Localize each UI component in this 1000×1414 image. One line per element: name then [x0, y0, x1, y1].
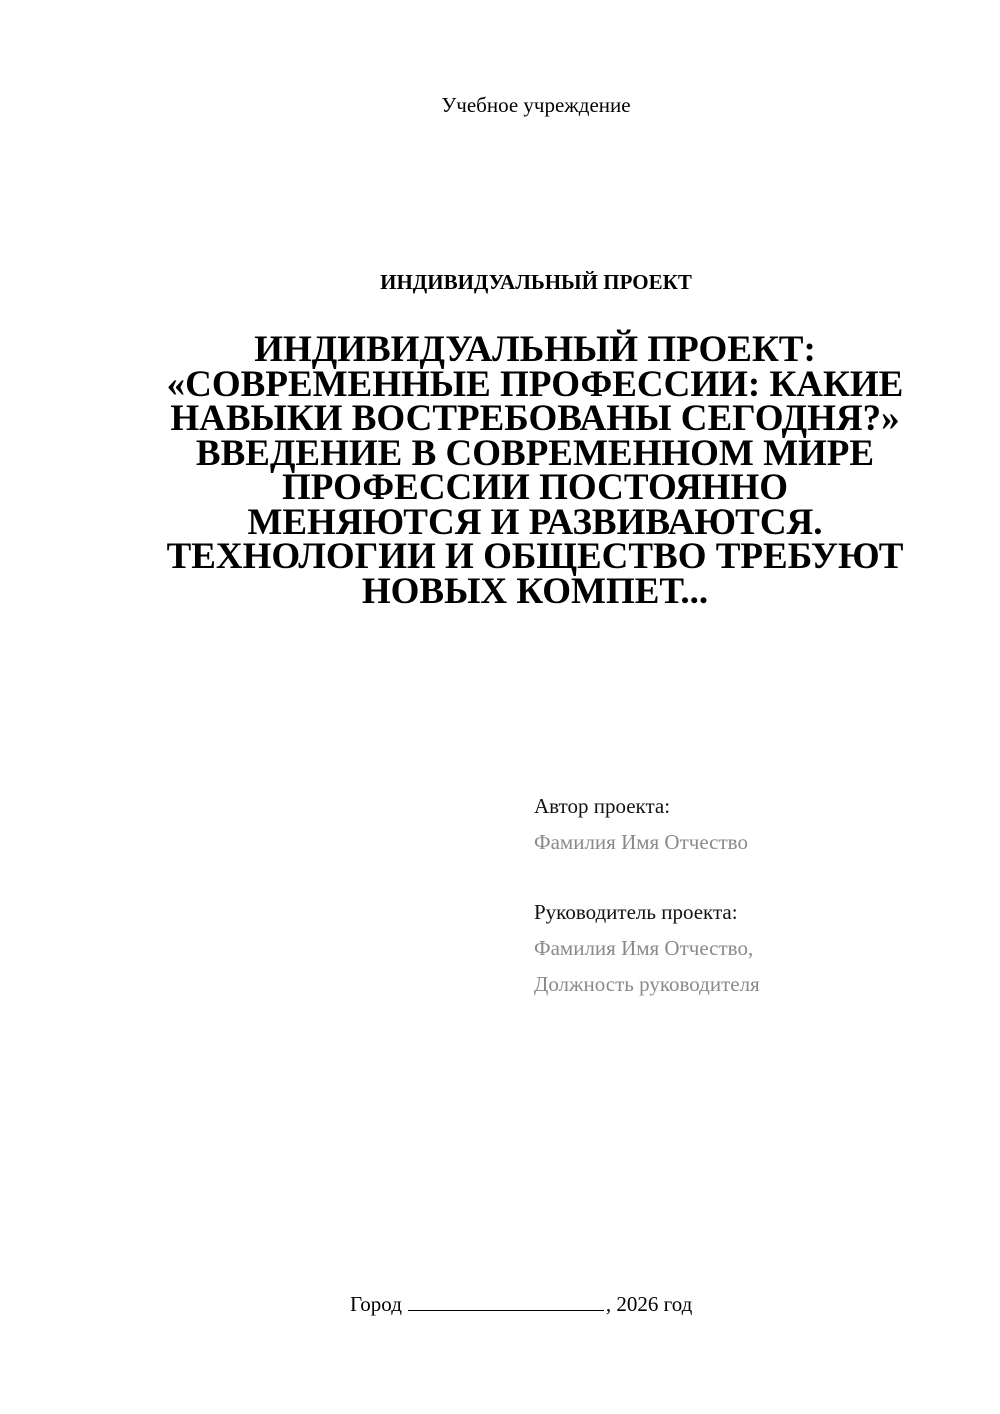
title-line: ИНДИВИДУАЛЬНЫЙ ПРОЕКТ:	[254, 329, 816, 370]
project-title	[130, 329, 940, 612]
city-blank-line	[408, 1291, 604, 1311]
title-line: ПРОФЕССИИ ПОСТОЯННО	[281, 467, 789, 508]
author-name: Фамилия Имя Отчество	[534, 830, 748, 854]
title-line: «СОВРЕМЕННЫЕ ПРОФЕССИИ: КАКИЕ	[166, 363, 904, 405]
title-line: НАВЫКИ ВОСТРЕБОВАНЫ СЕГОДНЯ?»	[170, 398, 900, 439]
title-line: ВВЕДЕНИЕ В СОВРЕМЕННОМ МИРЕ	[195, 432, 875, 474]
author-label: Автор проекта:	[534, 794, 671, 818]
supervisor-position: Должность руководителя	[534, 972, 760, 996]
city-label: Город	[350, 1292, 402, 1316]
supervisor-name: Фамилия Имя Отчество,	[534, 936, 754, 960]
credits-spacer	[534, 860, 974, 894]
title-line: ТЕХНОЛОГИИ И ОБЩЕСТВО ТРЕБУЮТ	[166, 536, 904, 577]
supervisor-label: Руководитель проекта:	[534, 900, 738, 924]
title-line: МЕНЯЮТСЯ И РАЗВИВАЮТСЯ.	[247, 501, 823, 543]
institution-name: Учебное учреждение	[441, 93, 631, 117]
title-line: НОВЫХ КОМПЕТ...	[361, 570, 709, 612]
document-type: ИНДИВИДУАЛЬНЫЙ ПРОЕКТ	[380, 270, 692, 294]
credits-block	[534, 788, 974, 1002]
city-year-line	[350, 1290, 692, 1318]
year-text: , 2026 год	[605, 1292, 693, 1316]
